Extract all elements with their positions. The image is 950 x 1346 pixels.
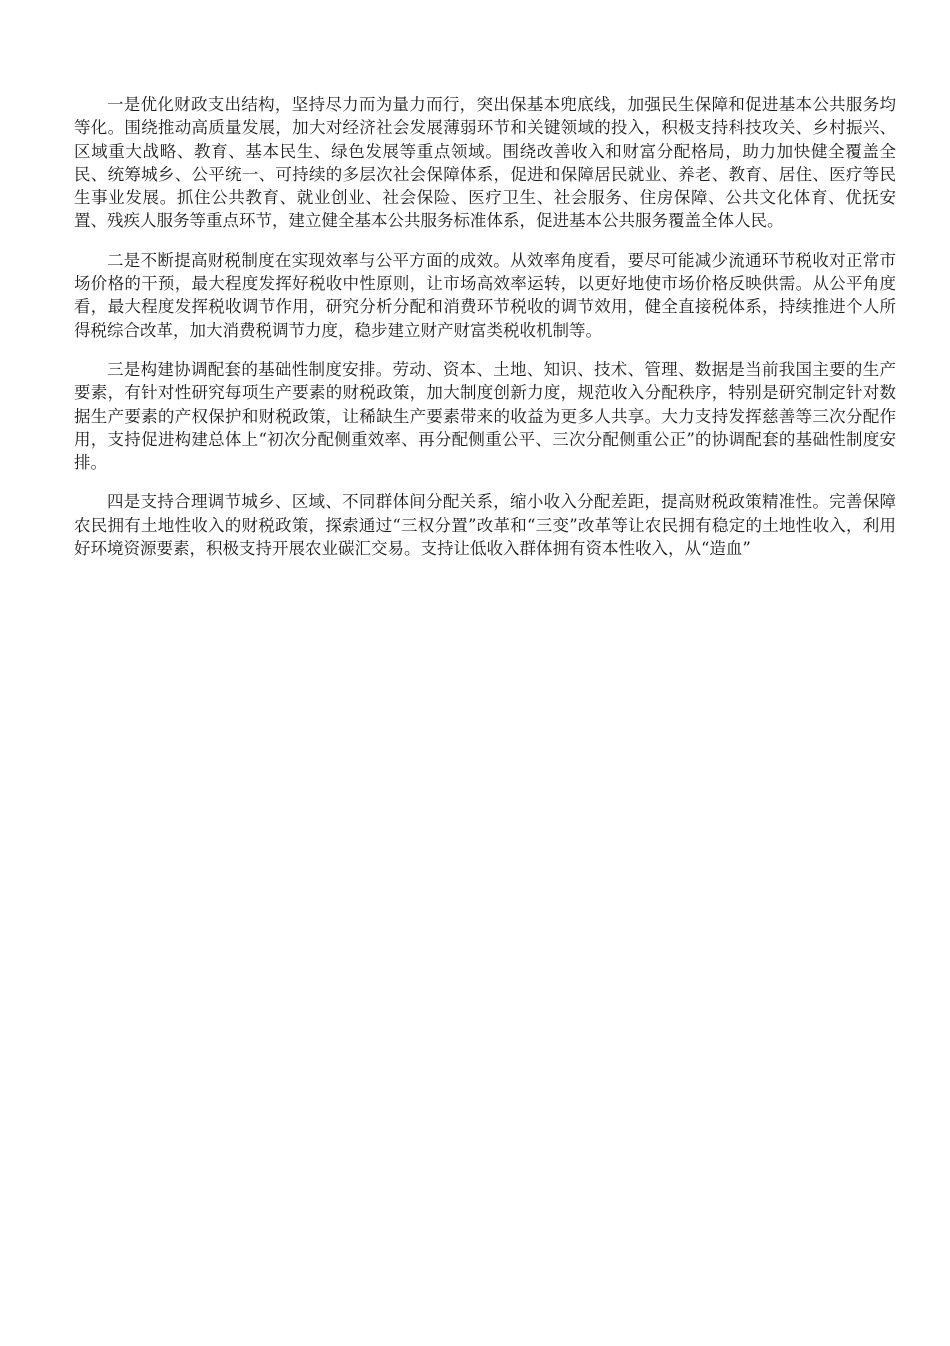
paragraph-2: 二是不断提高财税制度在实现效率与公平方面的成效。从效率角度看，要尽可能减少流通环节税收对正常市场价格的干预，最大程度发挥好税收中性原则，让市场高效率运转，以更好地使市场价格反映供需。从公平角度看，最大程度发挥税收调节作用，研究分析分配和消费环节税收的调节效用，健全直接税体系，持续推进个人所得税综合改革，加大消费税调节力度，稳步建立财产财富类税收机制等。	[74, 250, 896, 340]
document-body	[74, 93, 896, 576]
paragraph-1: 一是优化财政支出结构，坚持尽力而为量力而行，突出保基本兜底线，加强民生保障和促进基本公共服务均等化。围绕推动高质量发展，加大对经济社会发展薄弱环节和关键领域的投入，积极支持科技攻关、乡村振兴、区域重大战略、教育、基本民生、绿色发展等重点领域。围绕改善收入和财富分配格局，助力加快健全覆盖全民、统筹城乡、公平统一、可持续的多层次社会保障体系，促进和保障居民就业、养老、教育、居住、医疗等民生事业发展。抓住公共教育、就业创业、社会保险、医疗卫生、社会服务、住房保障、公共文化体育、优抚安置、残疾人服务等重点环节，建立健全基本公共服务标准体系，促进基本公共服务覆盖全体人民。	[74, 95, 896, 231]
paragraph-4: 四是支持合理调节城乡、区域、不同群体间分配关系，缩小收入分配差距，提高财税政策精准性。完善保障农民拥有土地性收入的财税政策，探索通过“三权分置”改革和“三变”改革等让农民拥有稳定的土地性收入，利用好环境资源要素，积极支持开展农业碳汇交易。支持让低收入群体拥有资本性收入，从“造血”	[74, 492, 896, 559]
paragraph-3: 三是构建协调配套的基础性制度安排。劳动、资本、土地、知识、技术、管理、数据是当前我国主要的生产要素，有针对性研究每项生产要素的财税政策，加大制度创新力度，规范收入分配秩序，特别是研究制定针对数据生产要素的产权保护和财税政策，让稀缺生产要素带来的收益为更多人共享。大力支持发挥慈善等三次分配作用，支持促进构建总体上“初次分配侧重效率、再分配侧重公平、三次分配侧重公正”的协调配套的基础性制度安排。	[74, 359, 896, 473]
